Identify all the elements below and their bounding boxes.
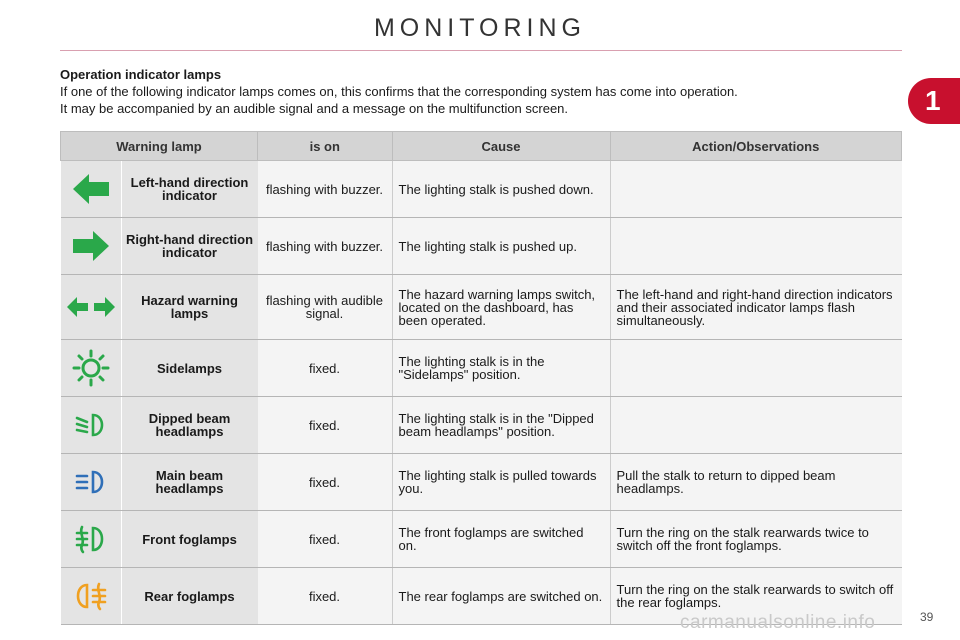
table-row [61,340,902,397]
left-arrow-icon [61,161,122,218]
lamp-is-on: fixed. [258,340,393,397]
lamp-cause: The lighting stalk is pushed up. [392,218,610,275]
right-arrow-icon [61,218,122,275]
lamp-action [610,397,902,454]
section-heading: Operation indicator lamps [60,67,222,82]
lamp-cause: The lighting stalk is in the "Sidelamps" position. [392,340,610,397]
lamp-name: Front foglamps [121,511,258,568]
main-beam-icon [61,454,122,511]
table-header-row [61,132,902,161]
lamp-name: Hazard warning lamps [121,275,258,340]
header-cause: Cause [392,132,610,161]
lamp-cause: The lighting stalk is in the "Dipped beam headlamps" position. [392,397,610,454]
intro-line-2: It may be accompanied by an audible signal and a message on the multifunction screen. [60,101,569,116]
table-row [61,454,902,511]
lamp-action: The left-hand and right-hand direction indicators and their associated indicator lamps flash simultaneously. [610,275,902,340]
lamp-cause: The front foglamps are switched on. [392,511,610,568]
lamp-is-on: fixed. [258,568,393,625]
lamp-action [610,218,902,275]
watermark: carmanualsonline.info [680,612,876,633]
lamp-is-on: flashing with buzzer. [258,218,393,275]
hazard-arrows-icon [61,275,122,340]
lamp-name: Rear foglamps [121,568,258,625]
lamp-name: Left-hand direction indicator [121,161,258,218]
intro-section [60,66,900,117]
page-title: MONITORING [373,14,587,42]
table-row [61,397,902,454]
indicator-lamps-table [60,131,902,625]
table-row [61,218,902,275]
front-foglamp-icon [61,511,122,568]
lamp-name: Right-hand direction indicator [121,218,258,275]
lamp-is-on: flashing with buzzer. [258,161,393,218]
lamp-action [610,340,902,397]
lamp-cause: The lighting stalk is pulled towards you. [392,454,610,511]
table-row [61,511,902,568]
header-is-on: is on [258,132,393,161]
page-number: 39 [920,610,934,624]
intro-line-1: If one of the following indicator lamps comes on, this confirms that the corresponding system has come into operation. [60,84,738,99]
lamp-is-on: fixed. [258,454,393,511]
dipped-beam-icon [61,397,122,454]
lamp-name: Dipped beam headlamps [121,397,258,454]
chapter-number: 1 [925,85,941,116]
lamp-is-on: fixed. [258,397,393,454]
header-warning-lamp: Warning lamp [61,132,258,161]
lamp-name: Main beam headlamps [121,454,258,511]
sidelamps-icon [61,340,122,397]
table-row [61,275,902,340]
lamp-cause: The rear foglamps are switched on. [392,568,610,625]
rear-foglamp-icon [61,568,122,625]
lamp-action [610,161,902,218]
lamp-is-on: fixed. [258,511,393,568]
lamp-cause: The hazard warning lamps switch, located on the dashboard, has been operated. [392,275,610,340]
table-row [61,161,902,218]
chapter-tab[interactable] [908,78,960,124]
header-divider [60,50,902,51]
lamp-action: Turn the ring on the stalk rearwards to switch off the rear foglamps. [610,568,902,625]
lamp-name: Sidelamps [121,340,258,397]
lamp-action: Turn the ring on the stalk rearwards twice to switch off the front foglamps. [610,511,902,568]
lamp-is-on: flashing with audible signal. [258,275,393,340]
lamp-cause: The lighting stalk is pushed down. [392,161,610,218]
header-action: Action/Observations [610,132,902,161]
lamp-action: Pull the stalk to return to dipped beam headlamps. [610,454,902,511]
